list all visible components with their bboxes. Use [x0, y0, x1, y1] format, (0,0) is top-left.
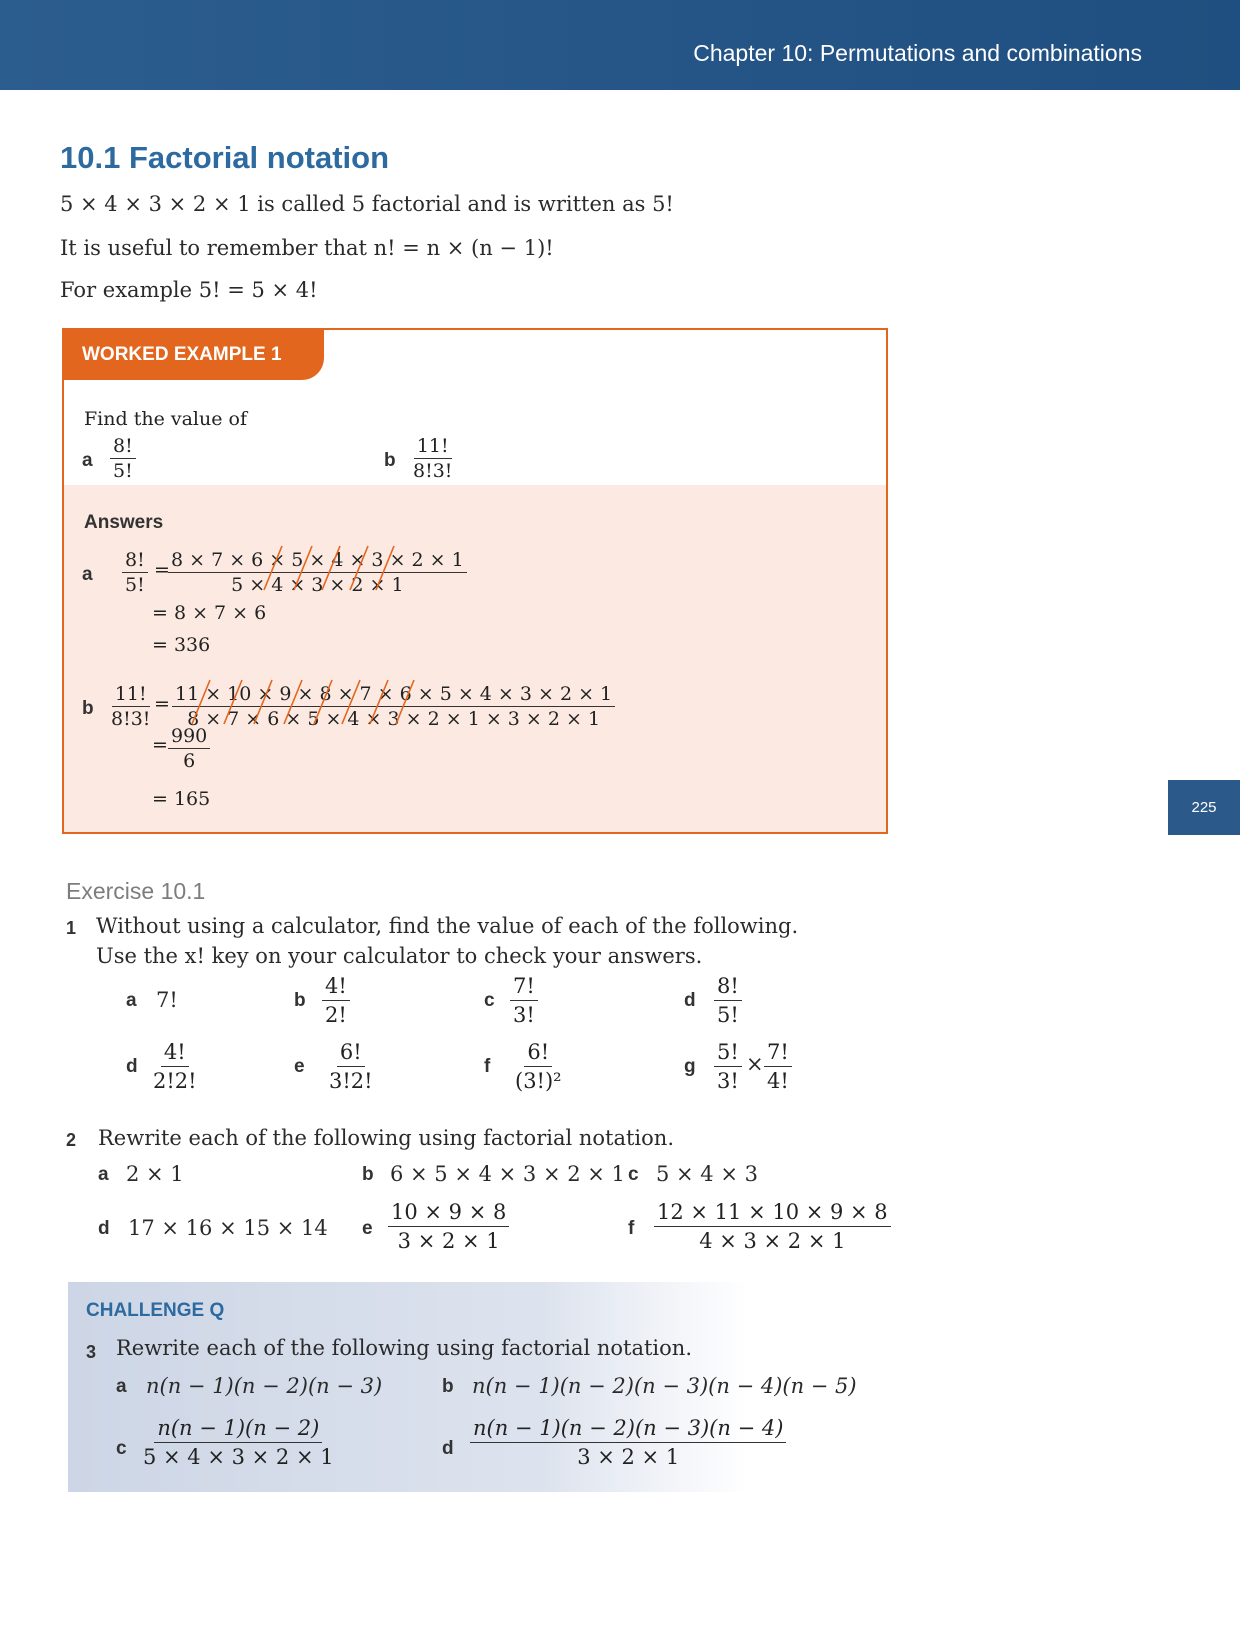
- worked-example-box: [62, 328, 888, 834]
- cancel-strokes: [182, 674, 542, 734]
- worked-example-tab: WORKED EXAMPLE 1: [62, 328, 324, 380]
- numerator: 6!: [524, 1038, 552, 1067]
- denominator: 3 × 2 × 1: [577, 1445, 680, 1469]
- fraction: [512, 1038, 565, 1095]
- fraction: [122, 548, 148, 597]
- numerator: 11!: [112, 682, 150, 707]
- numerator: 8!: [714, 972, 742, 1001]
- numerator: 7!: [764, 1038, 792, 1067]
- fraction: [714, 1038, 742, 1095]
- chapter-title: Chapter 10: Permutations and combinations: [693, 40, 1142, 66]
- denominator: 8!3!: [413, 460, 453, 482]
- numerator: 11!: [414, 434, 452, 459]
- intro-line: For example 5! = 5 × 4!: [60, 278, 318, 302]
- denominator: 5 × 4 × 3 × 2 × 1: [143, 1445, 334, 1469]
- numerator: 12 × 11 × 10 × 9 × 8: [654, 1198, 891, 1227]
- numerator: n(n − 1)(n − 2): [154, 1414, 322, 1443]
- fraction: [470, 1414, 786, 1471]
- intro-line: It is useful to remember that n! = n × (n − 1)!: [60, 236, 554, 260]
- numerator: 11 × 10 × 9 × 8 × 7 × 6 × 5 × 4 × 3 × 2 × 1: [172, 682, 615, 707]
- item-label: a: [98, 1164, 109, 1185]
- denominator: 5!: [113, 460, 133, 482]
- numerator: 6!: [337, 1038, 365, 1067]
- denominator: 5 × 4 × 3 × 2 × 1: [231, 574, 404, 596]
- equals-sign: =: [152, 734, 168, 756]
- item-label: e: [294, 1056, 305, 1077]
- numerator: 8!: [122, 548, 148, 573]
- item-label: d: [442, 1438, 454, 1459]
- denominator: 4!: [767, 1069, 789, 1093]
- item-expression: 7!: [156, 988, 178, 1012]
- item-expression: n(n − 1)(n − 2)(n − 3)(n − 4)(n − 5): [472, 1374, 857, 1398]
- section-title: 10.1 Factorial notation: [60, 140, 390, 175]
- fraction: [654, 1198, 891, 1255]
- fraction: [388, 1198, 509, 1255]
- item-label: b: [442, 1376, 454, 1397]
- denominator: 3 × 2 × 1: [397, 1229, 500, 1253]
- item-label: d: [98, 1218, 110, 1239]
- answer-label: b: [82, 698, 94, 719]
- item-label: c: [116, 1438, 127, 1459]
- denominator: (3!)²: [515, 1069, 562, 1093]
- item-label: e: [362, 1218, 373, 1239]
- fraction: [714, 972, 742, 1029]
- page-number: 225: [1168, 780, 1240, 835]
- item-label: d: [126, 1056, 138, 1077]
- denominator: 3!: [717, 1069, 739, 1093]
- intro-line: 5 × 4 × 3 × 2 × 1 is called 5 factorial and is written as 5!: [60, 192, 674, 216]
- item-expression: 6 × 5 × 4 × 3 × 2 × 1: [390, 1162, 625, 1186]
- times-sign: ×: [746, 1052, 764, 1076]
- numerator: 8!: [110, 434, 136, 459]
- question-text: Rewrite each of the following using factorial notation.: [98, 1126, 674, 1150]
- answer-step: = 336: [152, 634, 211, 656]
- item-label: c: [628, 1164, 639, 1185]
- numerator: 7!: [510, 972, 538, 1001]
- question-number: 1: [66, 918, 77, 938]
- answers-panel: [64, 485, 886, 832]
- numerator: 4!: [161, 1038, 189, 1067]
- item-label: f: [628, 1218, 635, 1239]
- answer-label: a: [82, 564, 93, 585]
- fraction: [168, 724, 210, 773]
- numerator: 990: [168, 724, 210, 749]
- denominator: 2!: [325, 1003, 347, 1027]
- item-label: f: [484, 1056, 491, 1077]
- question-text: Use the x! key on your calculator to check your answers.: [96, 944, 703, 968]
- worked-example-prompt: Find the value of: [84, 408, 247, 430]
- item-label: g: [684, 1056, 696, 1077]
- denominator: 5!: [125, 574, 145, 596]
- fraction: [108, 682, 153, 731]
- question-text: Without using a calculator, find the value of each of the following.: [96, 914, 799, 938]
- answers-heading: Answers: [84, 512, 164, 533]
- denominator: 4 × 3 × 2 × 1: [699, 1229, 846, 1253]
- item-label: b: [362, 1164, 374, 1185]
- fraction: [322, 972, 350, 1029]
- challenge-title: CHALLENGE Q: [86, 1300, 225, 1321]
- item-expression: 17 × 16 × 15 × 14: [128, 1216, 328, 1240]
- denominator: 8!3!: [111, 708, 151, 730]
- exercise-title: Exercise 10.1: [66, 878, 206, 904]
- numerator: 10 × 9 × 8: [388, 1198, 509, 1227]
- denominator: 5!: [717, 1003, 739, 1027]
- numerator: 4!: [322, 972, 350, 1001]
- fraction: [410, 434, 455, 483]
- numerator: n(n − 1)(n − 2)(n − 3)(n − 4): [470, 1414, 786, 1443]
- answer-final: = 165: [152, 788, 211, 810]
- fraction: [110, 434, 136, 483]
- equals-sign: =: [154, 559, 170, 581]
- fraction: [764, 1038, 792, 1095]
- item-label: a: [116, 1376, 127, 1397]
- numerator: 8 × 7 × 6 × 5 × 4 × 3 × 2 × 1: [168, 548, 467, 573]
- item-label: b: [294, 990, 306, 1011]
- part-label: b: [384, 450, 396, 471]
- cancel-strokes: [224, 540, 424, 600]
- item-expression: n(n − 1)(n − 2)(n − 3): [146, 1374, 383, 1398]
- equals-sign: =: [154, 693, 170, 715]
- denominator: 3!2!: [329, 1069, 373, 1093]
- question-number: 3: [86, 1342, 97, 1362]
- numerator: 5!: [714, 1038, 742, 1067]
- fraction: [150, 1038, 200, 1095]
- item-label: a: [126, 990, 137, 1011]
- item-expression: 5 × 4 × 3: [656, 1162, 758, 1186]
- question-number: 2: [66, 1130, 77, 1150]
- fraction: [140, 1414, 337, 1471]
- item-expression: 2 × 1: [126, 1162, 184, 1186]
- item-label: d: [684, 990, 696, 1011]
- item-label: c: [484, 990, 495, 1011]
- denominator: 6: [183, 750, 196, 772]
- question-text: Rewrite each of the following using factorial notation.: [116, 1336, 692, 1360]
- denominator: 2!2!: [153, 1069, 197, 1093]
- fraction: [510, 972, 538, 1029]
- denominator: 8 × 7 × 6 × 5 × 4 × 3 × 2 × 1 × 3 × 2 × 1: [187, 708, 601, 730]
- denominator: 3!: [513, 1003, 535, 1027]
- fraction: [326, 1038, 376, 1095]
- part-label: a: [82, 450, 93, 471]
- answer-step: = 8 × 7 × 6: [152, 602, 267, 624]
